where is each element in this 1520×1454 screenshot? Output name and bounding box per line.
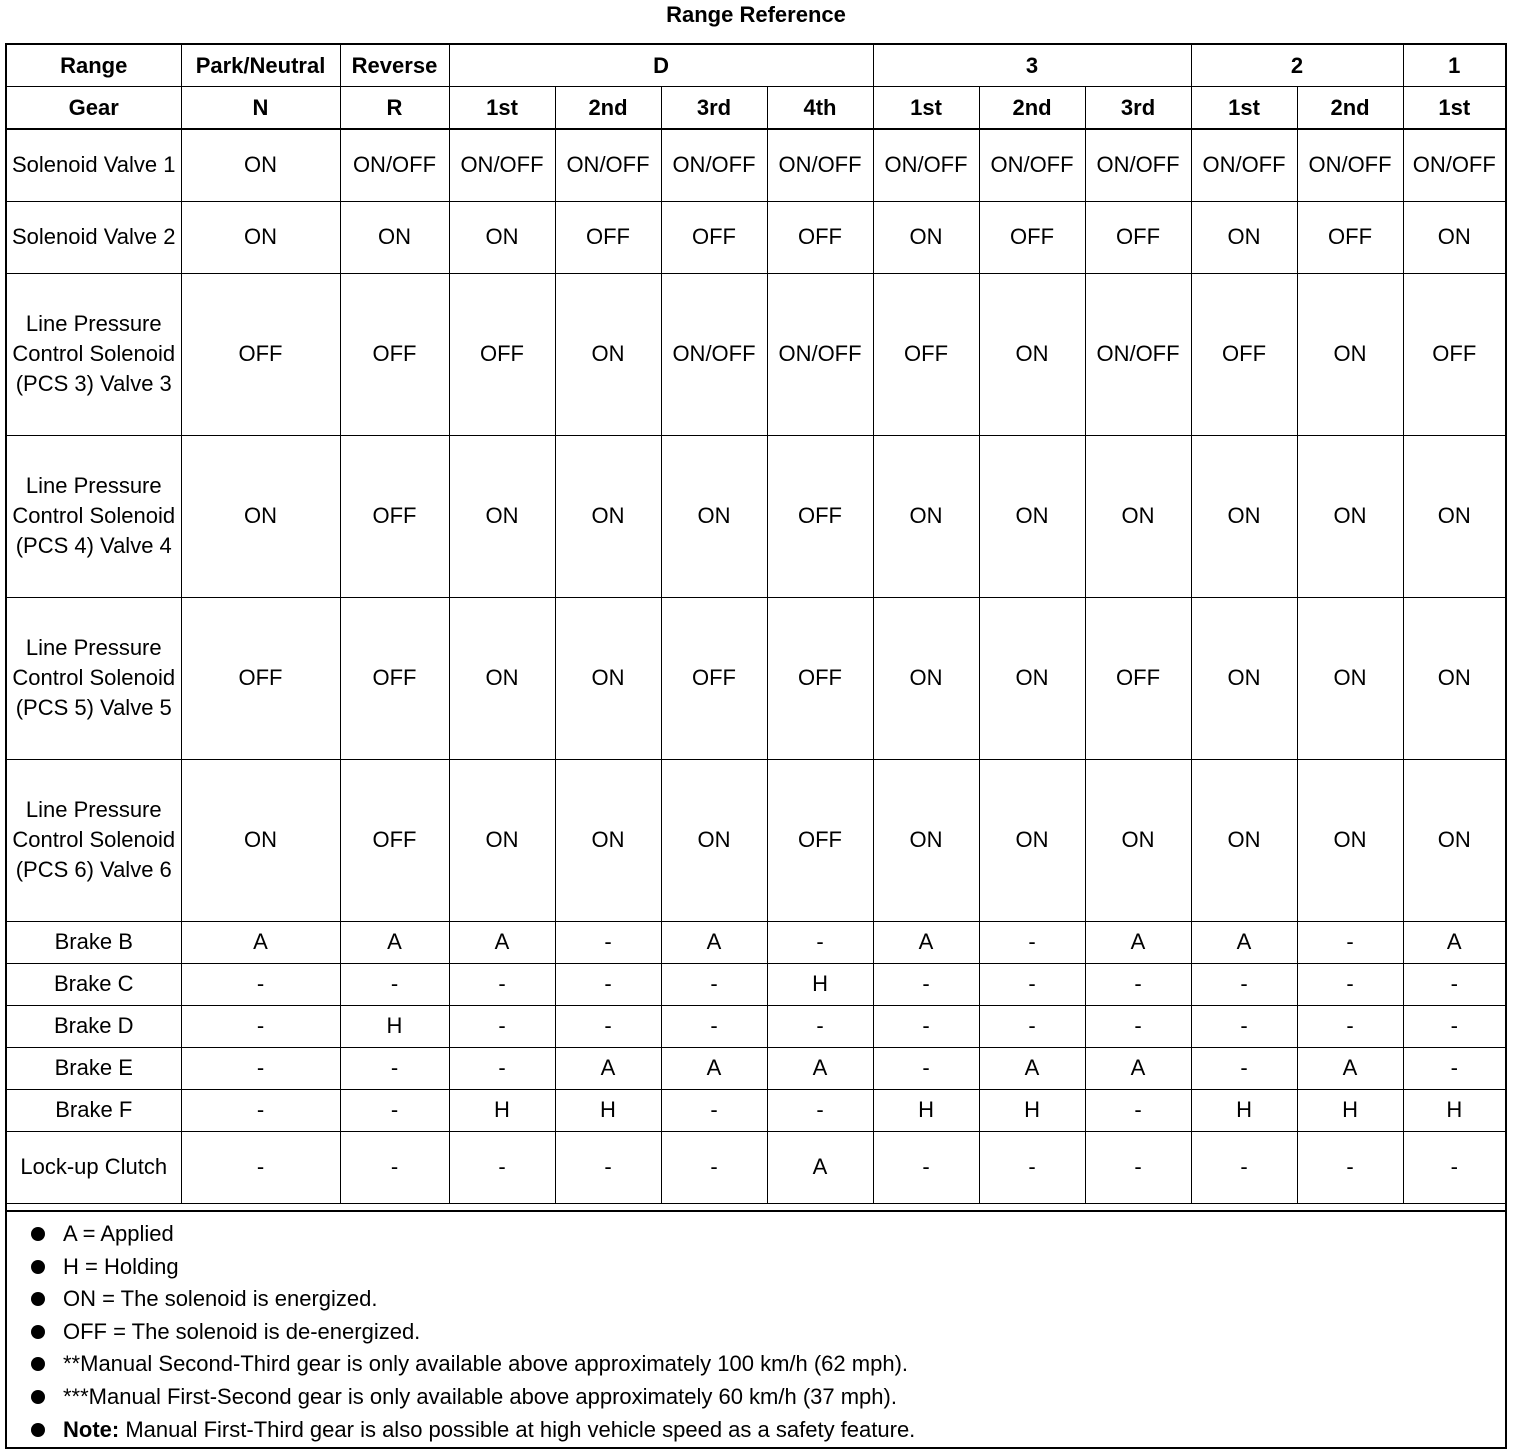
table-cell: H: [555, 1089, 661, 1131]
table-cell: ON: [555, 597, 661, 759]
note-text: H = Holding: [63, 1253, 179, 1279]
table-cell: -: [555, 921, 661, 963]
table-cell: H: [979, 1089, 1085, 1131]
row-label: Brake B: [7, 921, 181, 963]
table-cell: -: [449, 1047, 555, 1089]
table-cell: ON/OFF: [767, 129, 873, 201]
note-item: [29, 1283, 1505, 1316]
row-label: Line Pressure Control Solenoid (PCS 6) Valve 6: [7, 759, 181, 921]
table-cell: -: [340, 1089, 449, 1131]
gear-header-cell: 2nd: [979, 87, 1085, 130]
range-reference-frame: [5, 43, 1507, 1449]
table-cell: ON: [873, 597, 979, 759]
table-cell: ON/OFF: [555, 129, 661, 201]
table-cell: -: [449, 1131, 555, 1203]
table-cell: -: [555, 1131, 661, 1203]
table-cell: -: [1297, 1005, 1403, 1047]
table-cell: OFF: [979, 201, 1085, 273]
note-item: [29, 1348, 1505, 1381]
gear-header-cell: 3rd: [661, 87, 767, 130]
table-cell: -: [1191, 1005, 1297, 1047]
note-item: [29, 1381, 1505, 1414]
table-cell: ON/OFF: [1085, 273, 1191, 435]
table-cell: ON: [449, 759, 555, 921]
table-row: [7, 1089, 1505, 1131]
table-cell: ON: [1191, 201, 1297, 273]
gear-header-cell: 1st: [1191, 87, 1297, 130]
table-cell: ON/OFF: [1403, 129, 1505, 201]
table-row: [7, 963, 1505, 1005]
table-row: [7, 435, 1505, 597]
table-cell: -: [181, 1089, 340, 1131]
table-cell: A: [1403, 921, 1505, 963]
table-cell: A: [873, 921, 979, 963]
table-cell: A: [979, 1047, 1085, 1089]
table-cell: ON: [1191, 435, 1297, 597]
table-cell: ON: [979, 273, 1085, 435]
table-cell: ON: [1297, 759, 1403, 921]
table-cell: -: [1403, 1005, 1505, 1047]
range-header-cell: 2: [1191, 45, 1403, 87]
row-label: Solenoid Valve 2: [7, 201, 181, 273]
table-cell: -: [1191, 1047, 1297, 1089]
notes-list: [7, 1212, 1505, 1446]
table-cell: A: [1085, 1047, 1191, 1089]
table-cell: ON/OFF: [661, 129, 767, 201]
table-cell: -: [873, 1047, 979, 1089]
table-cell: ON/OFF: [873, 129, 979, 201]
table-cell: ON/OFF: [661, 273, 767, 435]
gear-header-cell: N: [181, 87, 340, 130]
table-cell: ON: [555, 759, 661, 921]
table-cell: OFF: [767, 201, 873, 273]
table-row: [7, 1131, 1505, 1203]
table-body: [7, 129, 1505, 1203]
table-cell: -: [979, 1005, 1085, 1047]
note-item: [29, 1218, 1505, 1251]
row-label: Lock-up Clutch: [7, 1131, 181, 1203]
table-cell: -: [979, 921, 1085, 963]
note-item: [29, 1316, 1505, 1349]
table-cell: ON: [1191, 759, 1297, 921]
table-row: [7, 273, 1505, 435]
table-cell: H: [873, 1089, 979, 1131]
range-reference-table: [7, 45, 1505, 1204]
table-cell: ON: [661, 759, 767, 921]
table-cell: OFF: [340, 597, 449, 759]
bullet-icon: [31, 1423, 45, 1437]
table-row: [7, 201, 1505, 273]
bullet-icon: [31, 1325, 45, 1339]
gear-header-cell: 1st: [873, 87, 979, 130]
table-cell: OFF: [181, 273, 340, 435]
table-cell: -: [661, 963, 767, 1005]
gear-header-row: [7, 87, 1505, 130]
table-row: [7, 921, 1505, 963]
table-cell: -: [661, 1005, 767, 1047]
table-cell: -: [340, 963, 449, 1005]
table-cell: OFF: [873, 273, 979, 435]
note-item: [29, 1251, 1505, 1284]
table-row: [7, 759, 1505, 921]
table-cell: -: [979, 1131, 1085, 1203]
table-cell: OFF: [340, 759, 449, 921]
table-cell: OFF: [340, 273, 449, 435]
row-label: Line Pressure Control Solenoid (PCS 3) Valve 3: [7, 273, 181, 435]
table-cell: ON: [181, 201, 340, 273]
gear-header-cell: 3rd: [1085, 87, 1191, 130]
table-cell: OFF: [181, 597, 340, 759]
table-cell: -: [873, 1005, 979, 1047]
table-cell: ON: [181, 759, 340, 921]
table-cell: ON: [1403, 201, 1505, 273]
table-row: [7, 1005, 1505, 1047]
table-cell: -: [873, 1131, 979, 1203]
table-cell: OFF: [449, 273, 555, 435]
table-cell: ON/OFF: [1297, 129, 1403, 201]
table-cell: OFF: [1085, 201, 1191, 273]
row-label: Brake E: [7, 1047, 181, 1089]
table-cell: OFF: [767, 435, 873, 597]
table-cell: ON: [181, 129, 340, 201]
range-header-cell: Park/Neutral: [181, 45, 340, 87]
table-cell: ON: [1297, 597, 1403, 759]
range-header-row: [7, 45, 1505, 87]
table-row: [7, 129, 1505, 201]
table-cell: -: [340, 1047, 449, 1089]
row-label: Solenoid Valve 1: [7, 129, 181, 201]
table-cell: ON/OFF: [767, 273, 873, 435]
table-cell: ON: [873, 201, 979, 273]
range-label: Range: [7, 45, 181, 87]
row-label: Brake C: [7, 963, 181, 1005]
gear-header-cell: 1st: [449, 87, 555, 130]
table-cell: H: [340, 1005, 449, 1047]
gear-label: Gear: [7, 87, 181, 130]
table-cell: ON: [555, 273, 661, 435]
range-header-cell: D: [449, 45, 873, 87]
table-cell: ON: [1403, 435, 1505, 597]
row-label: Brake F: [7, 1089, 181, 1131]
note-text: ***Manual First-Second gear is only available above approximately 60 km/h (37 mph).: [63, 1383, 897, 1409]
gear-header-cell: 1st: [1403, 87, 1505, 130]
table-cell: ON/OFF: [340, 129, 449, 201]
table-cell: -: [1085, 963, 1191, 1005]
table-cell: -: [1191, 963, 1297, 1005]
table-cell: -: [449, 1005, 555, 1047]
table-cell: -: [661, 1131, 767, 1203]
table-cell: -: [1403, 963, 1505, 1005]
table-row: [7, 1047, 1505, 1089]
bullet-icon: [31, 1390, 45, 1404]
table-cell: -: [181, 1131, 340, 1203]
table-cell: A: [767, 1131, 873, 1203]
table-cell: ON: [1085, 759, 1191, 921]
bullet-icon: [31, 1292, 45, 1306]
note-text: **Manual Second-Third gear is only available above approximately 100 km/h (62 mph).: [63, 1351, 909, 1377]
table-cell: -: [873, 963, 979, 1005]
table-cell: -: [555, 963, 661, 1005]
table-cell: A: [661, 1047, 767, 1089]
table-cell: ON/OFF: [1085, 129, 1191, 201]
table-cell: -: [181, 963, 340, 1005]
table-cell: ON: [1403, 759, 1505, 921]
table-cell: A: [181, 921, 340, 963]
table-cell: ON: [979, 597, 1085, 759]
table-cell: H: [1191, 1089, 1297, 1131]
table-cell: ON: [1403, 597, 1505, 759]
table-cell: ON/OFF: [1191, 129, 1297, 201]
table-cell: -: [1085, 1131, 1191, 1203]
table-cell: ON: [979, 759, 1085, 921]
table-cell: ON: [555, 435, 661, 597]
gear-header-cell: 2nd: [1297, 87, 1403, 130]
table-cell: OFF: [555, 201, 661, 273]
table-cell: ON: [449, 597, 555, 759]
table-cell: ON: [979, 435, 1085, 597]
note-label: Note:: [63, 1416, 120, 1442]
table-cell: H: [449, 1089, 555, 1131]
note-text: OFF = The solenoid is de-energized.: [63, 1318, 421, 1344]
table-cell: ON: [1297, 273, 1403, 435]
table-cell: A: [767, 1047, 873, 1089]
range-header-cell: 3: [873, 45, 1191, 87]
table-cell: ON: [340, 201, 449, 273]
row-label: Brake D: [7, 1005, 181, 1047]
table-cell: -: [1297, 921, 1403, 963]
bullet-icon: [31, 1260, 45, 1274]
table-cell: -: [1085, 1089, 1191, 1131]
note-item: [29, 1414, 1505, 1447]
table-cell: A: [340, 921, 449, 963]
table-cell: ON: [1297, 435, 1403, 597]
table-cell: A: [1191, 921, 1297, 963]
page-title: Range Reference: [666, 2, 846, 27]
table-cell: ON: [661, 435, 767, 597]
table-cell: H: [1403, 1089, 1505, 1131]
table-cell: OFF: [767, 597, 873, 759]
table-cell: ON: [873, 759, 979, 921]
table-cell: -: [1085, 1005, 1191, 1047]
table-cell: H: [767, 963, 873, 1005]
table-cell: -: [1191, 1131, 1297, 1203]
table-cell: OFF: [661, 201, 767, 273]
table-cell: A: [449, 921, 555, 963]
legend-notes: [7, 1210, 1505, 1449]
table-cell: ON/OFF: [979, 129, 1085, 201]
table-cell: A: [1085, 921, 1191, 963]
table-cell: ON: [1085, 435, 1191, 597]
table-cell: -: [979, 963, 1085, 1005]
table-cell: -: [181, 1005, 340, 1047]
table-cell: -: [1297, 963, 1403, 1005]
gear-header-cell: 2nd: [555, 87, 661, 130]
range-header-cell: Reverse: [340, 45, 449, 87]
table-cell: ON: [449, 435, 555, 597]
table-cell: -: [661, 1089, 767, 1131]
row-label: Line Pressure Control Solenoid (PCS 4) Valve 4: [7, 435, 181, 597]
table-cell: -: [767, 921, 873, 963]
table-cell: A: [661, 921, 767, 963]
table-cell: A: [555, 1047, 661, 1089]
table-cell: -: [767, 1005, 873, 1047]
table-cell: -: [555, 1005, 661, 1047]
table-cell: OFF: [1191, 273, 1297, 435]
table-cell: OFF: [1085, 597, 1191, 759]
table-cell: -: [1403, 1131, 1505, 1203]
table-cell: OFF: [1297, 201, 1403, 273]
range-header-cell: 1: [1403, 45, 1505, 87]
gear-header-cell: R: [340, 87, 449, 130]
note-text: Manual First-Third gear is also possible at high vehicle speed as a safety feature.: [119, 1416, 916, 1442]
bullet-icon: [31, 1357, 45, 1371]
bullet-icon: [31, 1227, 45, 1241]
table-cell: ON: [1191, 597, 1297, 759]
table-cell: ON: [449, 201, 555, 273]
gear-header-cell: 4th: [767, 87, 873, 130]
table-cell: OFF: [661, 597, 767, 759]
table-cell: -: [1403, 1047, 1505, 1089]
note-text: ON = The solenoid is energized.: [63, 1286, 378, 1312]
table-cell: OFF: [1403, 273, 1505, 435]
table-cell: -: [181, 1047, 340, 1089]
table-cell: -: [767, 1089, 873, 1131]
table-cell: -: [449, 963, 555, 1005]
note-text: A = Applied: [63, 1221, 174, 1246]
table-cell: -: [340, 1131, 449, 1203]
table-row: [7, 597, 1505, 759]
table-cell: -: [1297, 1131, 1403, 1203]
table-cell: A: [1297, 1047, 1403, 1089]
row-label: Line Pressure Control Solenoid (PCS 5) Valve 5: [7, 597, 181, 759]
table-cell: ON: [873, 435, 979, 597]
table-cell: H: [1297, 1089, 1403, 1131]
table-cell: ON: [181, 435, 340, 597]
table-cell: OFF: [767, 759, 873, 921]
table-cell: ON/OFF: [449, 129, 555, 201]
table-cell: OFF: [340, 435, 449, 597]
